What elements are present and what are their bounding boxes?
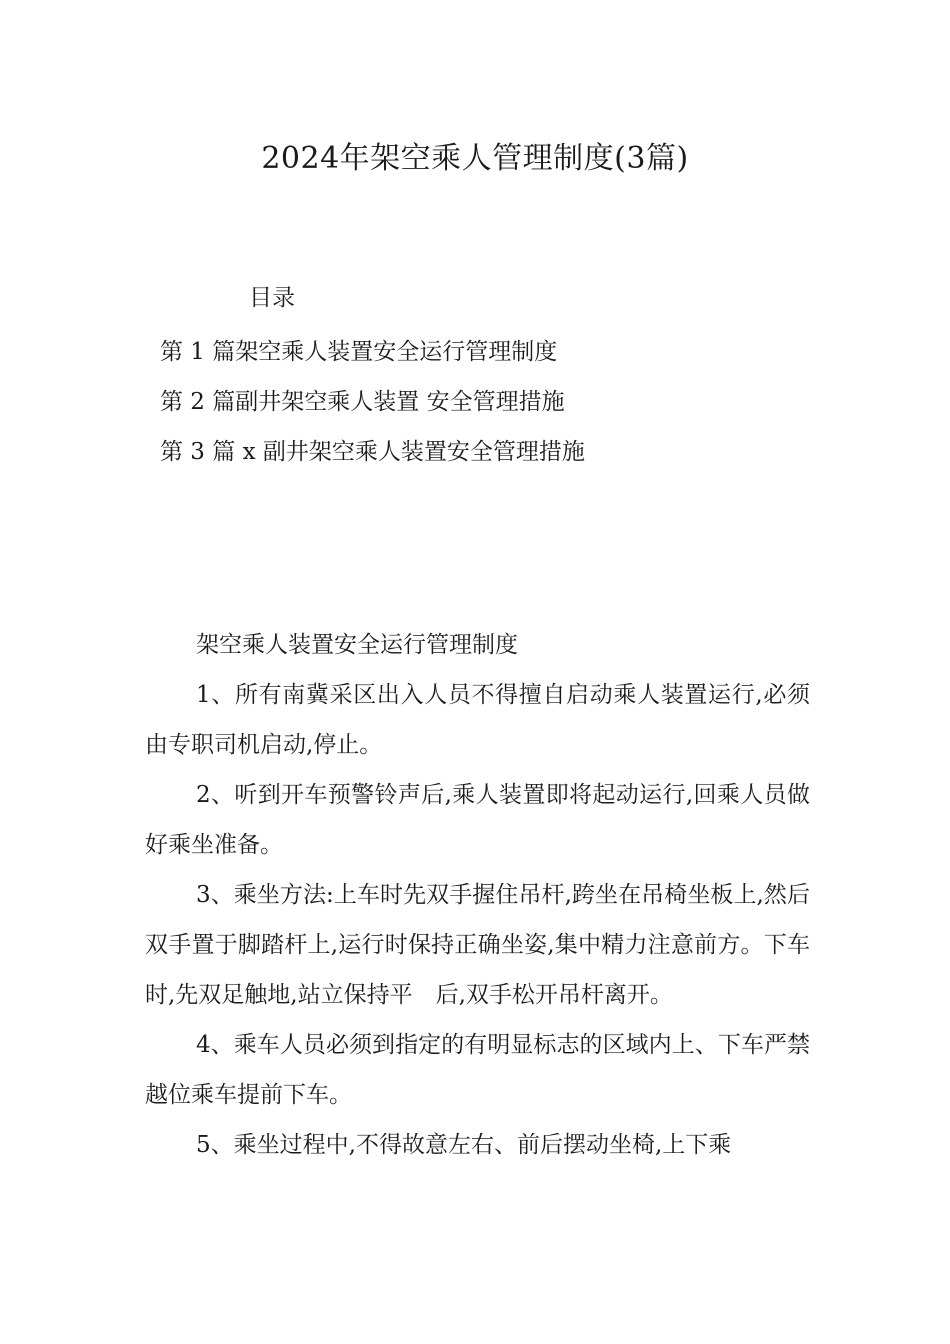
table-of-contents	[160, 327, 585, 477]
toc-item-3: 第 3 篇 x 副井架空乘人装置安全管理措施	[160, 439, 585, 465]
paragraph-2: 2、听到开车预警铃声后,乘人装置即将起动运行,回乘人员做好乘坐准备。	[145, 782, 810, 858]
paragraph-4: 4、乘车人员必须到指定的有明显标志的区域内上、下车严禁越位乘车提前下车。	[145, 1032, 810, 1108]
document-body	[145, 620, 810, 1170]
paragraph-1: 1、所有南冀采区出入人员不得擅自启动乘人装置运行,必须由专职司机启动,停止。	[145, 682, 810, 758]
toc-item-1: 第 1 篇架空乘人装置安全运行管理制度	[160, 339, 558, 365]
toc-heading: 目录	[249, 285, 295, 311]
section-title: 架空乘人装置安全运行管理制度	[196, 632, 518, 658]
document-title: 2024年架空乘人管理制度(3篇)	[261, 141, 689, 176]
paragraph-3: 3、乘坐方法:上车时先双手握住吊杆,跨坐在吊椅坐板上,然后双手置于脚踏杆上,运行时保持正确坐姿,集中精力注意前方。下车时,先双足触地,站立保持平 后,双手松开吊杆离开。	[145, 882, 810, 1008]
toc-item-2: 第 2 篇副井架空乘人装置 安全管理措施	[160, 389, 565, 415]
paragraph-5: 5、乘坐过程中,不得故意左右、前后摆动坐椅,上下乘	[196, 1132, 732, 1158]
